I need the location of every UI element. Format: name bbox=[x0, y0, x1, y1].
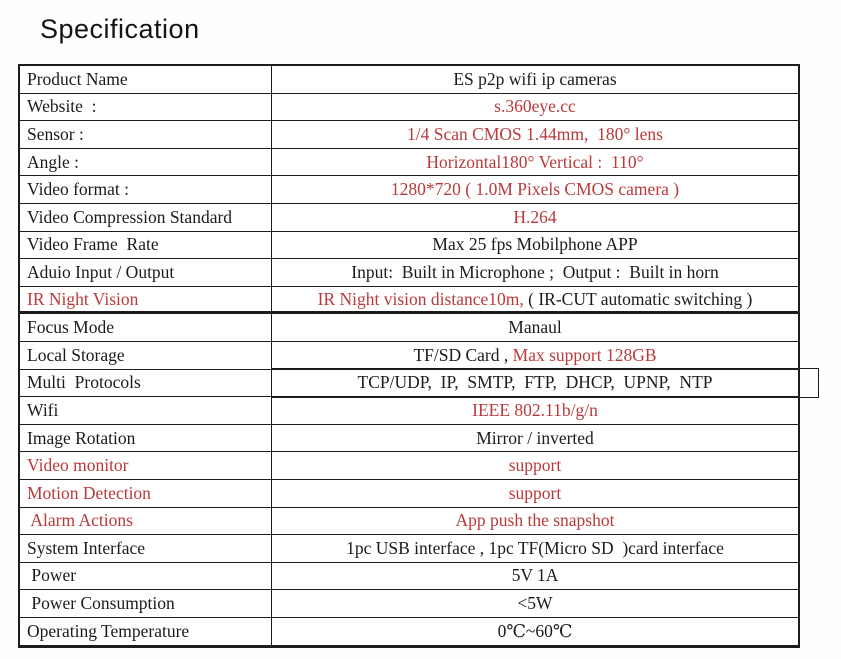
row-value bbox=[272, 618, 798, 646]
value-segment: Input: Built in Microphone ; Output : Built in horn bbox=[351, 261, 719, 282]
value-segment: 5V 1A bbox=[511, 565, 559, 586]
table-row bbox=[20, 508, 798, 536]
table-row bbox=[20, 232, 798, 260]
row-value bbox=[272, 508, 798, 535]
row-label: Product Name bbox=[20, 66, 272, 93]
row-value bbox=[272, 287, 798, 312]
value-segment: Horizontal180° Vertical : 110° bbox=[426, 151, 644, 172]
table-row bbox=[20, 66, 798, 94]
row-value bbox=[272, 314, 798, 341]
row-value bbox=[272, 176, 798, 203]
value-segment: TF/SD Card , bbox=[413, 344, 513, 365]
table-row bbox=[20, 618, 798, 646]
table-row bbox=[20, 149, 798, 177]
value-segment: Manaul bbox=[508, 317, 562, 338]
row-label: Local Storage bbox=[20, 342, 272, 369]
value-segment: TCP/UDP, IP, SMTP, FTP, DHCP, UPNP, NTP bbox=[357, 372, 713, 393]
row-label: Operating Temperature bbox=[20, 618, 272, 646]
row-value bbox=[272, 121, 798, 148]
table-row bbox=[20, 452, 798, 480]
table-row bbox=[20, 397, 798, 425]
row-value bbox=[272, 397, 798, 424]
row-value bbox=[272, 563, 798, 590]
spec-table bbox=[18, 64, 800, 648]
table-row bbox=[20, 535, 798, 563]
value-segment: IR Night vision distance10m, bbox=[317, 288, 524, 309]
table-row bbox=[20, 94, 798, 122]
value-segment: Mirror / inverted bbox=[476, 427, 594, 448]
row-label: Sensor : bbox=[20, 121, 272, 148]
row-label: Focus Mode bbox=[20, 314, 272, 341]
value-segment: Max support 128GB bbox=[512, 344, 657, 365]
row-value bbox=[272, 66, 798, 93]
table-row bbox=[20, 370, 798, 398]
table-row bbox=[20, 590, 798, 618]
table-row bbox=[20, 204, 798, 232]
table-row bbox=[20, 259, 798, 287]
row-value bbox=[272, 535, 798, 562]
row-label: Angle : bbox=[20, 149, 272, 176]
row-label: Image Rotation bbox=[20, 425, 272, 452]
row-value bbox=[272, 370, 798, 397]
table-row bbox=[20, 314, 798, 342]
row-value bbox=[272, 590, 798, 617]
row-value bbox=[272, 259, 798, 286]
table-row bbox=[20, 563, 798, 591]
row-value bbox=[272, 94, 798, 121]
value-segment: 0℃~60℃ bbox=[497, 621, 573, 642]
row-label: Video format : bbox=[20, 176, 272, 203]
value-segment: support bbox=[508, 482, 562, 503]
row-value bbox=[272, 425, 798, 452]
row-label: Aduio Input / Output bbox=[20, 259, 272, 286]
table-row bbox=[20, 342, 798, 370]
table-row bbox=[20, 287, 798, 315]
row-label: Alarm Actions bbox=[20, 508, 272, 535]
value-segment: 1280*720 ( 1.0M Pixels CMOS camera ) bbox=[390, 179, 680, 200]
value-segment: s.360eye.cc bbox=[494, 96, 576, 117]
value-segment: IEEE 802.11b/g/n bbox=[472, 399, 598, 420]
row-label: Video Compression Standard bbox=[20, 204, 272, 231]
value-segment: <5W bbox=[517, 593, 553, 614]
table-row bbox=[20, 425, 798, 453]
value-segment: support bbox=[508, 455, 562, 476]
value-segment: 1/4 Scan CMOS 1.44mm, 180° lens bbox=[407, 123, 663, 144]
row-value bbox=[272, 480, 798, 507]
row-label: Power bbox=[20, 563, 272, 590]
row-label: IR Night Vision bbox=[20, 287, 272, 312]
row-label: Wifi bbox=[20, 397, 272, 424]
value-segment: App push the snapshot bbox=[455, 510, 615, 531]
page-title: Specification bbox=[40, 14, 200, 44]
value-segment: 1pc USB interface , 1pc TF(Micro SD )card interface bbox=[346, 537, 724, 558]
value-segment: ( IR-CUT automatic switching ) bbox=[523, 288, 753, 309]
row-value bbox=[272, 452, 798, 479]
row-value bbox=[272, 149, 798, 176]
row-value bbox=[272, 342, 798, 369]
row-label: Video monitor bbox=[20, 452, 272, 479]
table-row bbox=[20, 121, 798, 149]
row-label: Motion Detection bbox=[20, 480, 272, 507]
value-segment: Max 25 fps Mobilphone APP bbox=[432, 234, 638, 255]
value-segment: H.264 bbox=[513, 206, 557, 227]
row-value bbox=[272, 204, 798, 231]
table-row bbox=[20, 480, 798, 508]
row-label: Power Consumption bbox=[20, 590, 272, 617]
row-label: Website : bbox=[20, 94, 272, 121]
row-value bbox=[272, 232, 798, 259]
value-segment: ES p2p wifi ip cameras bbox=[453, 68, 617, 89]
row-label: Video Frame Rate bbox=[20, 232, 272, 259]
row-label: Multi Protocols bbox=[20, 370, 272, 397]
row-label: System Interface bbox=[20, 535, 272, 562]
table-row bbox=[20, 176, 798, 204]
